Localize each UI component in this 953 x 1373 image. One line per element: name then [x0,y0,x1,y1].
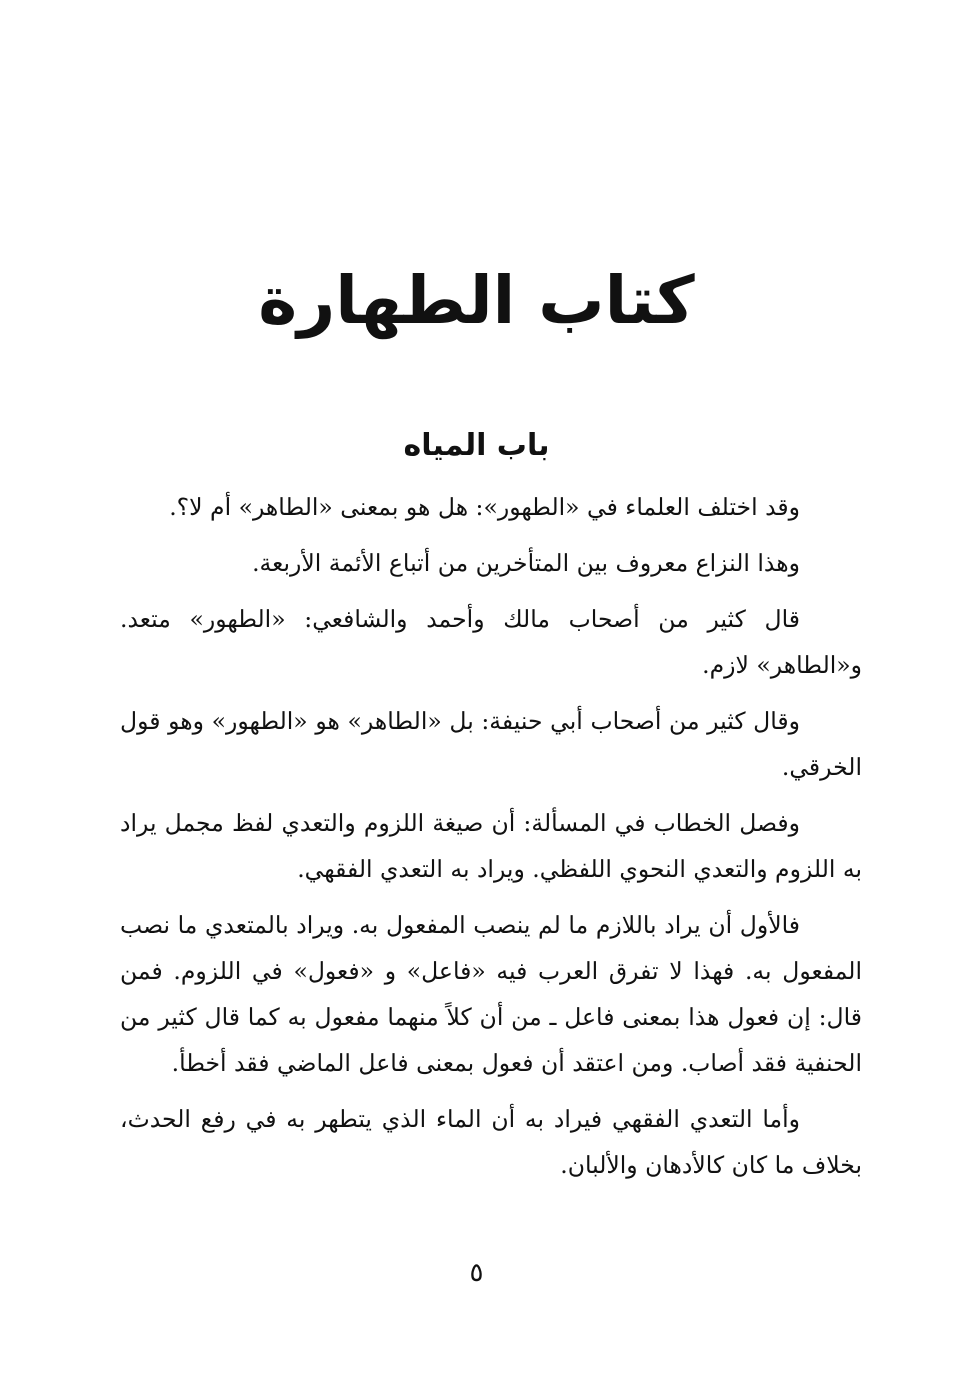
chapter-title: باب المياه [403,428,550,463]
book-title: كتاب الطهارة [258,262,695,339]
body-text [120,484,862,1198]
paragraph: وفصل الخطاب في المسألة: أن صيغة اللزوم والتعدي لفظ مجمل يراد به اللزوم والتعدي النحوي اللفظي. ويراد به التعدي الفقهي. [120,809,862,883]
paragraph: وقال كثير من أصحاب أبي حنيفة: بل «الطاهر» هو «الطهور» وهو قول الخرقي. [120,707,862,781]
paragraph: قال كثير من أصحاب مالك وأحمد والشافعي: «الطهور» متعد. و«الطاهر» لازم. [120,605,862,679]
paragraph: وهذا النزاع معروف بين المتأخرين من أتباع الأئمة الأربعة. [252,549,800,577]
paragraph: وقد اختلف العلماء في «الطهور»: هل هو بمعنى «الطاهر» أم لا؟. [169,493,800,521]
paragraph: وأما التعدي الفقهي فيراد به أن الماء الذي يتطهر به في رفع الحدث، بخلاف ما كان كالأدهان والألبان. [120,1105,862,1179]
paragraph: فالأول أن يراد باللازم ما لم ينصب المفعول به. ويراد بالمتعدي ما نصب المفعول به. فهذا لا تفرق العرب فيه «فاعل» و «فعول» في اللزوم. فمن قال: إن فعول هذا بمعنى فاعل ـ من أن كلاً منهما مفعول به كما قال كثير من الحنفية فقد أصاب. ومن اعتقد أن فعول بمعنى فاعل الماضي فقد أخطأ. [120,911,862,1077]
page-number: ٥ [469,1258,484,1288]
